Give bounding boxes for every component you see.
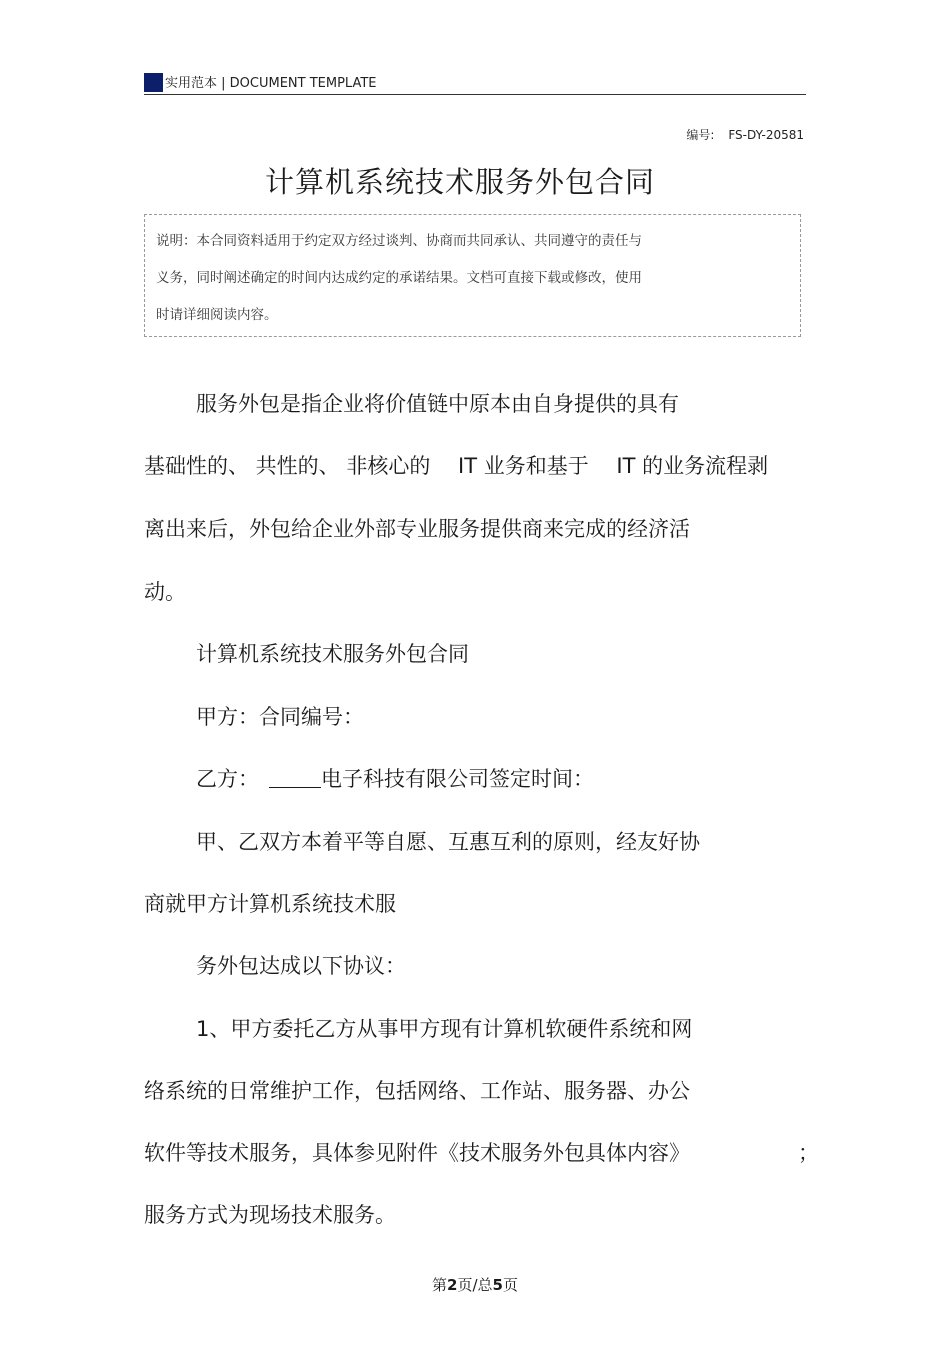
document-number	[686, 126, 804, 143]
footer-current-page: 2	[447, 1276, 458, 1294]
body-paragraph-line: 甲、乙双方本着平等自愿、互惠互利的原则，经友好协	[196, 830, 700, 854]
footer-prefix: 第	[432, 1276, 448, 1294]
note-line-1: 说明：本合同资料适用于约定双方经过谈判、协商而共同承认、共同遵守的责任与	[156, 233, 642, 249]
note-text	[156, 223, 756, 334]
party-b-label: 乙方：	[196, 767, 259, 791]
party-b-blank	[269, 765, 321, 788]
header-text: 实用范本 | DOCUMENT TEMPLATE	[165, 76, 377, 91]
body-paragraph-line: 务外包达成以下协议：	[196, 954, 406, 978]
body-paragraph-line: 离出来后，外包给企业外部专业服务提供商来完成的经济活	[144, 517, 690, 541]
document-number-value: FS-DY-20581	[728, 128, 804, 142]
note-line-2: 义务，同时阐述确定的时间内达成约定的承诺结果。文档可直接下载或修改，使用	[156, 270, 642, 286]
clause-1-line: 1、甲方委托乙方从事甲方现有计算机软硬件系统和网	[196, 1017, 693, 1041]
document-title: 计算机系统技术服务外包合同	[264, 165, 655, 199]
body-paragraph-line: 动。	[144, 580, 186, 604]
footer-suffix: 页	[502, 1276, 518, 1294]
document-number-label: 编号:	[686, 128, 715, 142]
contract-subtitle: 计算机系统技术服务外包合同	[196, 642, 469, 666]
note-line-3: 时请详细阅读内容。	[156, 307, 278, 323]
page-footer	[0, 1274, 950, 1295]
party-a-line: 甲方：合同编号：	[196, 705, 364, 729]
clause-1-line: 服务方式为现场技术服务。	[144, 1203, 396, 1227]
body-paragraph-line: 商就甲方计算机系统技术服	[144, 892, 396, 916]
party-b-company: 电子科技有限公司签定时间：	[321, 767, 594, 791]
clause-1-semicolon: ；	[798, 1141, 819, 1165]
body-paragraph-line: 服务外包是指企业将价值链中原本由自身提供的具有	[196, 392, 679, 416]
clause-1-line: 软件等技术服务，具体参见附件《技术服务外包具体内容》	[144, 1141, 690, 1165]
clause-1-line: 络系统的日常维护工作，包括网络、工作站、服务器、办公	[144, 1079, 690, 1103]
page-header	[144, 68, 806, 95]
header-logo-square	[144, 73, 163, 92]
note-box	[144, 214, 801, 337]
footer-total-pages: 5	[492, 1276, 503, 1294]
footer-mid: 页/总	[457, 1276, 493, 1294]
party-b-line	[196, 764, 594, 794]
body-paragraph-line: 基础性的、 共性的、 非核心的 IT 业务和基于 IT 的业务流程剥	[144, 454, 769, 478]
